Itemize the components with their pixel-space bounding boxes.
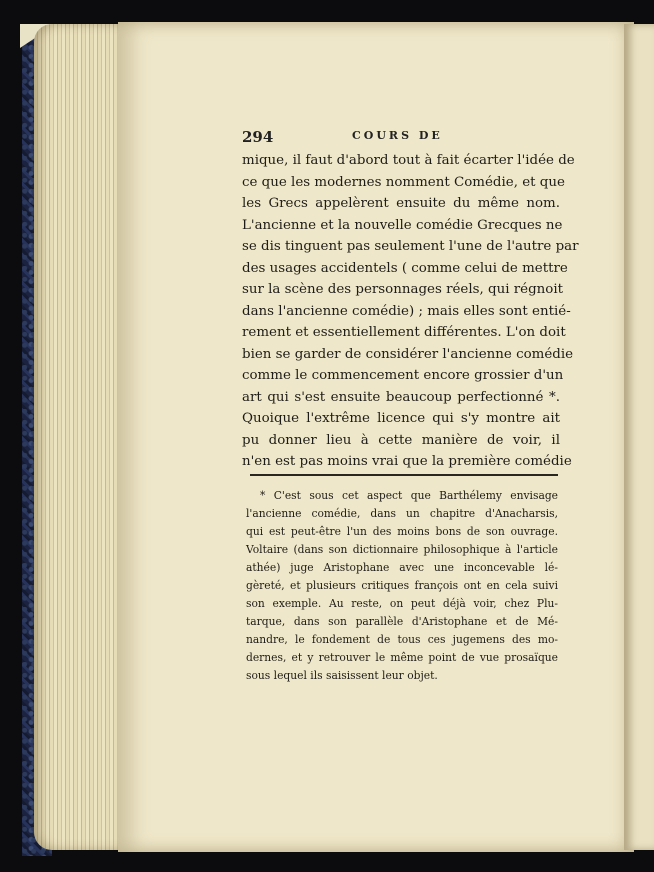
- text-line: les Grecs appelèrent ensuite du même nom.: [242, 196, 560, 211]
- text-line: Quoique l'extrême licence qui s'y montre ait: [242, 411, 560, 426]
- footnote-line: nandre, le fondement de tous ces jugemens des mo-: [246, 633, 558, 646]
- footnote: [246, 487, 558, 685]
- text-line: sur la scène des personnages réels, qui régnoit: [242, 282, 563, 297]
- running-title: COURS DE: [352, 129, 443, 142]
- footnote-line: Voltaire (dans son dictionnaire philosophique à l'article: [246, 543, 558, 556]
- footnote-line: * C'est sous cet aspect que Barthélemy envisage: [260, 489, 558, 502]
- footnote-line: sous lequel ils saisissent leur objet.: [246, 669, 438, 682]
- footnote-line: tarque, dans son parallèle d'Aristophane et de Mé-: [246, 615, 558, 628]
- page-header: [242, 128, 562, 144]
- page-number: 294: [242, 128, 274, 146]
- text-line: ce que les modernes nomment Comédie, et que: [242, 174, 565, 190]
- footnote-line: athée) juge Aristophane avec une inconcevable lé-: [246, 561, 558, 574]
- text-line: art qui s'est ensuite beaucoup perfectionné *.: [242, 389, 560, 405]
- text-line: se dis tinguent pas seulement l'une de l'autre par: [242, 239, 579, 254]
- text-line: mique, il faut d'abord tout à fait écarter l'idée de: [242, 153, 575, 168]
- footnote-line: son exemple. Au reste, on peut déjà voir, chez Plu-: [246, 597, 558, 610]
- main-text: [242, 150, 579, 473]
- text-line: bien se garder de considérer l'ancienne comédie: [242, 346, 574, 362]
- text-line: L'ancienne et la nouvelle comédie Grecques ne: [242, 217, 563, 233]
- text-line: n'en est pas moins vrai que la première comédie: [242, 454, 572, 469]
- footnote-divider: [250, 474, 558, 476]
- text-line: comme le commencement encore grossier d'un: [242, 368, 564, 383]
- text-line: des usages accidentels ( comme celui de mettre: [242, 260, 568, 276]
- footnote-line: l'ancienne comédie, dans un chapitre d'Anacharsis,: [246, 507, 558, 520]
- facing-page-edge: [624, 24, 654, 850]
- footnote-line: qui est peut-être l'un des moins bons de son ouvrage.: [246, 525, 558, 538]
- footnote-line: gèreté, et plusieurs critiques françois ont en cela suivi: [246, 579, 558, 592]
- text-line: pu donner lieu à cette manière de voir, il: [242, 432, 560, 448]
- text-line: dans l'ancienne comédie) ; mais elles sont entié-: [242, 303, 571, 319]
- footnote-line: dernes, et y retrouver le même point de vue prosaïque: [246, 651, 558, 664]
- text-line: rement et essentiellement différentes. L'on doit: [242, 325, 566, 340]
